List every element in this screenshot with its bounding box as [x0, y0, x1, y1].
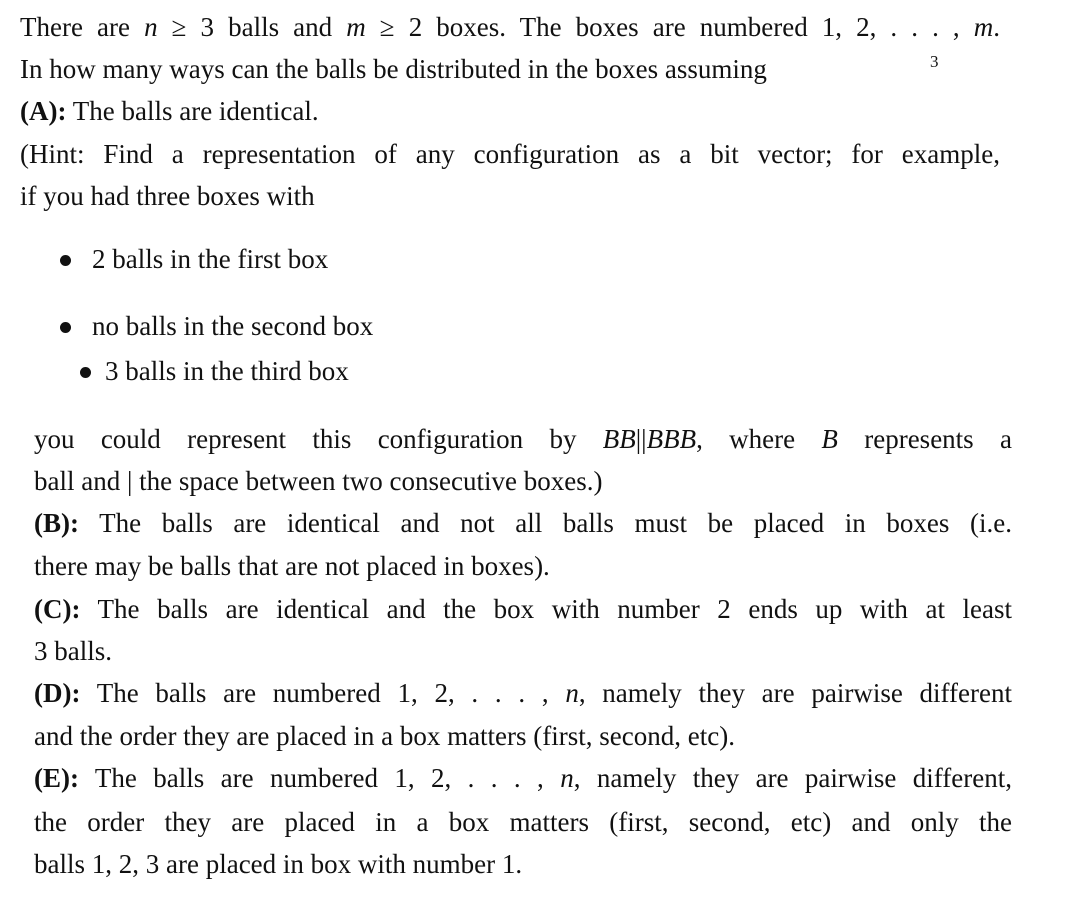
text-segment: 2 balls in the first box	[92, 244, 329, 274]
text-segment: The balls are numbered 1, 2, . . . ,	[78, 763, 561, 793]
text-segment: 3 balls.	[34, 636, 112, 666]
text-segment: , namely they are pairwise different,	[573, 763, 1013, 793]
text-segment: (Hint: Find a representation of any configuration as a bit vector; for example,	[20, 139, 1000, 169]
text-segment: .	[993, 12, 1000, 42]
list-item	[92, 310, 373, 342]
footnote-mark: 3	[930, 52, 939, 71]
text-segment: ball and | the space between two consecutive boxes.)	[34, 466, 603, 496]
text-segment: The balls are identical and the box with number 2 ends up with at least	[80, 594, 1012, 624]
text-line	[20, 11, 1000, 43]
text-segment: ≥ 2 boxes. The boxes are numbered 1, 2, . . . ,	[365, 12, 974, 42]
text-segment: ||	[635, 424, 647, 454]
bullet-icon	[60, 255, 71, 266]
text-line	[20, 95, 319, 127]
text-segment: In how many ways can the balls be distributed in the boxes assuming	[20, 54, 767, 84]
text-line	[34, 762, 1012, 794]
text-segment: There are	[20, 12, 145, 42]
text-segment: , where	[696, 424, 822, 454]
text-line	[34, 848, 522, 880]
text-line	[20, 138, 1000, 170]
list-item	[105, 355, 349, 387]
part-label: (A):	[20, 96, 67, 126]
text-segment: 3 balls in the third box	[105, 356, 349, 386]
math-variable: BBB	[646, 424, 697, 454]
text-segment: The balls are numbered 1, 2, . . . ,	[80, 678, 566, 708]
text-segment: , namely they are pairwise different	[578, 678, 1013, 708]
math-variable: n	[565, 678, 579, 708]
part-label: (B):	[34, 508, 79, 538]
bullet-icon	[80, 367, 91, 378]
text-line	[34, 550, 550, 582]
math-variable: B	[821, 424, 838, 454]
text-line	[34, 635, 112, 667]
math-variable: BB	[602, 424, 636, 454]
text-segment: you could represent this configuration by	[34, 424, 603, 454]
math-variable: n	[560, 763, 574, 793]
math-variable: n	[144, 12, 158, 42]
text-segment: ≥ 3 balls and	[157, 12, 347, 42]
text-line	[34, 677, 1012, 709]
text-segment: the order they are placed in a box matters (first, second, etc) and only the	[34, 807, 1012, 837]
text-segment: balls 1, 2, 3 are placed in box with number 1.	[34, 849, 523, 879]
part-label: (E):	[34, 763, 79, 793]
part-label: (C):	[34, 594, 81, 624]
text-segment: The balls are identical.	[66, 96, 319, 126]
text-segment: represents a	[837, 424, 1012, 454]
text-line	[20, 180, 315, 212]
text-line	[34, 593, 1012, 625]
text-segment: there may be balls that are not placed in boxes).	[34, 551, 550, 581]
part-label: (D):	[34, 678, 81, 708]
bullet-icon	[60, 322, 71, 333]
text-line	[34, 465, 602, 497]
text-line	[34, 806, 1012, 838]
text-line	[34, 720, 735, 752]
math-variable: m	[346, 12, 366, 42]
text-segment: if you had three boxes with	[20, 181, 315, 211]
text-segment: and the order they are placed in a box matters (first, second, etc).	[34, 721, 735, 751]
math-variable: m	[973, 12, 994, 42]
text-line	[34, 423, 1012, 455]
text-line	[34, 507, 1012, 539]
text-segment: no balls in the second box	[92, 311, 374, 341]
list-item	[92, 243, 328, 275]
text-segment: The balls are identical and not all balls must be placed in boxes (i.e.	[78, 508, 1012, 538]
text-line	[20, 53, 767, 85]
